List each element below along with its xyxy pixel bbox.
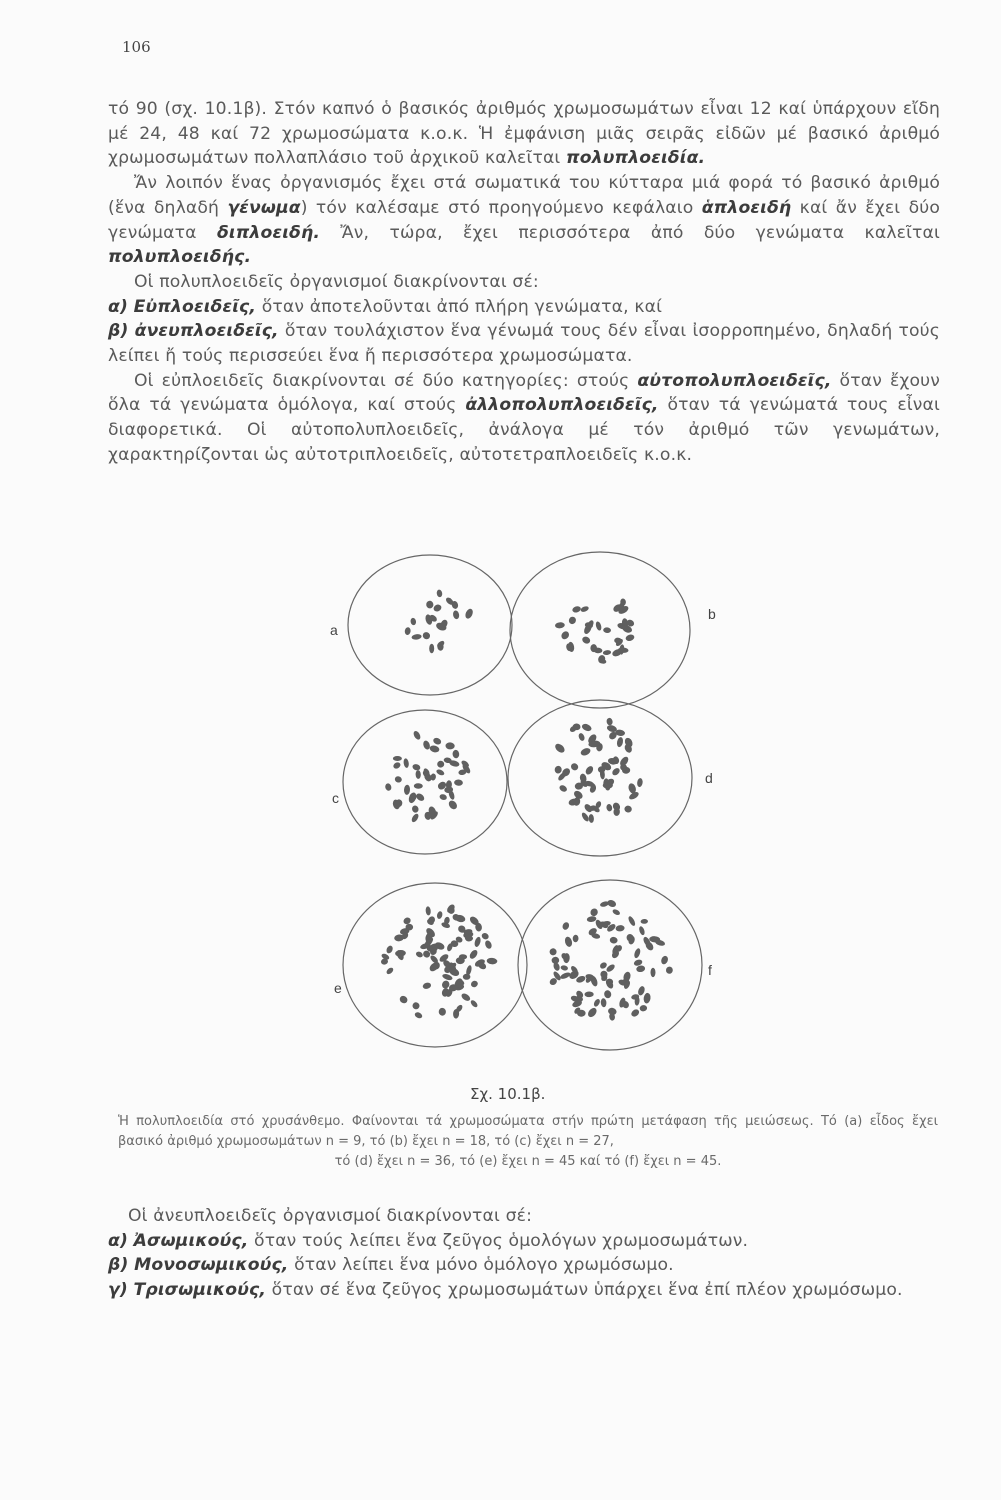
chromosome xyxy=(572,935,578,943)
chromosome xyxy=(580,747,592,757)
chromosome xyxy=(586,1006,598,1018)
chromosome xyxy=(555,622,565,629)
chromosome xyxy=(564,936,573,948)
term-nullisomic: Ἀσωμικούς, xyxy=(133,1230,249,1251)
chromosome xyxy=(554,766,562,774)
term-polyploidy: πολυπλοειδία. xyxy=(566,148,706,169)
chromosome xyxy=(432,737,442,746)
chromosome xyxy=(421,631,431,641)
chromosome xyxy=(452,610,460,620)
chromosome xyxy=(473,936,481,948)
cell-d-outline xyxy=(508,700,692,856)
chromosome xyxy=(580,811,590,822)
paragraph-polyploidy-intro xyxy=(108,97,940,171)
chromosome xyxy=(415,951,424,959)
paragraph-euploid-categories xyxy=(108,369,940,468)
chromosome xyxy=(412,763,421,771)
chromosome xyxy=(580,605,590,613)
chromosome xyxy=(627,915,636,927)
list-item-trisomic xyxy=(108,1278,940,1303)
caption-line-1: Ἡ πολυπλοειδία στό χρυσάνθεμο. Φαίνονται τά χρωμοσώματα στήν πρώτη μετάφαση τῆς μειώσεως. Τό (a) εἶδος ἔχει βασικό ἀριθμό χρωμοσωμάτων n = 9, τό (b) ἔχει n = 18, τό (c) ἔχει n = 27, xyxy=(118,1114,938,1149)
chromosome xyxy=(625,633,635,642)
chromosome xyxy=(611,767,621,777)
chromosome xyxy=(548,947,557,956)
chromosome xyxy=(429,744,440,753)
chromosome xyxy=(398,994,409,1004)
chromosome xyxy=(639,1005,647,1012)
body-text-bottom xyxy=(108,1204,940,1303)
text-run: ὅταν ἔχουν ὅλα τά γενώματα ὁμόλογα, καί στούς xyxy=(108,370,940,416)
chromosome xyxy=(630,1008,641,1018)
chromosome xyxy=(554,742,567,754)
list-label: α) xyxy=(108,296,128,317)
chromosome xyxy=(385,966,394,975)
chromosome xyxy=(422,982,432,990)
list-label: γ) xyxy=(108,1280,128,1301)
chromosome xyxy=(385,945,394,955)
chromosome xyxy=(637,985,646,996)
chromosome xyxy=(432,603,442,612)
chromosome xyxy=(640,919,648,924)
chromosome xyxy=(429,644,434,654)
term-allopolyploid: ἀλλοπολυπλοειδεῖς, xyxy=(465,395,659,416)
chromosome xyxy=(410,813,419,824)
chromosome xyxy=(468,949,479,961)
chromosome xyxy=(584,765,595,776)
chromosome xyxy=(651,968,656,977)
chromosome xyxy=(560,965,568,972)
chromosome xyxy=(414,1011,423,1019)
chromosome xyxy=(393,756,402,761)
chromosome xyxy=(578,732,586,741)
term-trisomic: Τρισωμικούς, xyxy=(133,1280,267,1301)
chromosome xyxy=(447,799,459,811)
chromosome xyxy=(636,965,646,973)
chromosome xyxy=(551,956,559,964)
chromosome xyxy=(452,750,459,759)
chromosome xyxy=(404,627,411,636)
term-autopolyploid: αὐτοπολυπλοειδεῖς, xyxy=(637,370,832,391)
term-genome: γένωμα xyxy=(227,197,301,218)
text-run: ὅταν λείπει ἕνα μόνο ὁμόλογο χρωμόσωμο. xyxy=(288,1255,674,1276)
cell-label-a: a xyxy=(330,622,338,638)
chromosome xyxy=(439,793,448,801)
text-run: Ἄν λοιπόν ἕνας ὀργανισμός ἔχει στά σωματικά του κύτταρα μιά φορά τό βασικό ἀριθμό (ἕνα δηλαδή xyxy=(108,173,940,218)
chromosome xyxy=(412,730,422,741)
term-euploid: Εὐπλοειδεῖς, xyxy=(133,296,257,317)
chromosome xyxy=(384,783,392,792)
chromosome xyxy=(426,600,434,609)
chromosome xyxy=(558,784,568,793)
list-item-monosomic xyxy=(108,1253,940,1278)
text-run: ) τόν καλέσαμε στό προηγούμενο κεφάλαιο xyxy=(300,197,702,218)
text-run: ὅταν ἀποτελοῦνται ἀπό πλήρη γενώματα, καί xyxy=(256,296,663,317)
chromosome xyxy=(392,761,401,770)
text-run: ὅταν σέ ἕνα ζεῦγος χρωμοσωμάτων ὑπάρχει ἕνα ἐπί πλέον χρωμόσωμο. xyxy=(266,1280,903,1301)
chromosome xyxy=(481,932,490,941)
body-text-top xyxy=(108,97,940,468)
text-run: τό 90 (σχ. 10.1β). Στόν καπνό ὁ βασικός ἀριθμός χρωμοσωμάτων εἶναι 12 καί ὑπάρχουν εἴδη μέ 24, 48 καί 72 χρωμοσώματα κ.ο.κ. Ἡ ἐμφάνιση μιᾶς σειρᾶς εἰδῶν μέ βασικό ἀριθμό χρωμοσωμάτων πολλαπλάσιο τοῦ ἀρχικοῦ καλεῖται xyxy=(108,99,940,169)
chromosome xyxy=(609,936,618,944)
term-monosomic: Μονοσωμικούς, xyxy=(134,1255,289,1276)
chromosome xyxy=(589,907,599,917)
chromosome xyxy=(600,998,606,1007)
chromosome xyxy=(638,926,646,936)
cell-label-c: c xyxy=(332,790,339,806)
chromosome xyxy=(643,992,651,1004)
chromosome xyxy=(470,979,479,988)
chromosome xyxy=(607,1007,617,1016)
chromosome xyxy=(561,921,570,931)
chromosome xyxy=(438,1008,446,1017)
cell-label-b: b xyxy=(708,606,716,622)
text-run: Ἄν, τώρα, ἔχει περισσότερα ἀπό δύο γενώματα καλεῖται xyxy=(320,222,940,243)
text-run: καί ἄν ἔχει δύο γενώματα xyxy=(108,197,940,243)
figure-chromosome-cells xyxy=(330,545,730,1065)
page-number: 106 xyxy=(122,38,151,56)
chromosome xyxy=(486,957,497,964)
chromosome-illustration xyxy=(330,545,730,1065)
chromosome xyxy=(595,621,603,631)
chromosome xyxy=(588,814,594,823)
chromosome xyxy=(484,939,493,949)
chromosome xyxy=(445,742,455,749)
chromosome xyxy=(605,963,616,973)
chromosome xyxy=(603,627,611,633)
chromosome xyxy=(606,803,613,811)
cell-label-f: f xyxy=(708,962,712,978)
chromosome xyxy=(394,775,403,783)
chromosome xyxy=(427,945,438,952)
chromosome xyxy=(568,615,578,625)
chromosome xyxy=(615,925,625,932)
cell-c-outline xyxy=(343,710,507,854)
paragraph-ploidy-definitions xyxy=(108,171,940,270)
chromosome xyxy=(411,805,420,814)
chromosome xyxy=(422,740,431,751)
chromosome xyxy=(633,948,641,959)
chromosome xyxy=(425,906,431,915)
cell-a-outline xyxy=(348,555,512,695)
chromosome xyxy=(436,589,443,597)
list-label: α) xyxy=(108,1230,128,1251)
chromosome xyxy=(464,608,474,620)
list-item-euploid xyxy=(108,295,940,320)
chromosome xyxy=(414,783,423,789)
chromosome xyxy=(469,999,478,1008)
chromosome xyxy=(437,761,444,768)
chromosome xyxy=(410,617,417,625)
chromosome xyxy=(460,992,471,1002)
chromosome xyxy=(572,605,582,613)
figure-caption xyxy=(118,1112,938,1172)
chromosome xyxy=(593,998,601,1008)
chromosome xyxy=(586,916,596,923)
term-haploid: ἁπλοειδή xyxy=(701,197,792,218)
chromosome xyxy=(666,966,674,974)
chromosome xyxy=(395,950,406,957)
list-label: β) xyxy=(108,1255,129,1276)
list-item-nullisomic xyxy=(108,1229,940,1254)
chromosome xyxy=(637,778,644,788)
chromosome xyxy=(435,768,445,776)
chromosome xyxy=(404,785,411,796)
term-polyploid: πολυπλοειδής. xyxy=(108,247,252,268)
chromosome xyxy=(570,762,580,772)
chromosome xyxy=(412,1002,420,1010)
paragraph-aneuploid-classes: Οἱ ἀνευπλοειδεῖς ὀργανισμοί διακρίνονται σέ: xyxy=(128,1206,533,1226)
chromosome xyxy=(415,770,421,779)
chromosome xyxy=(411,634,422,641)
chromosome xyxy=(584,991,593,997)
text-run: Οἱ εὐπλοειδεῖς διακρίνονται σέ δύο κατηγορίες: στούς xyxy=(134,370,638,391)
chromosome xyxy=(559,971,571,980)
figure-number: Σχ. 10.1β. xyxy=(470,1085,546,1103)
caption-line-2: τό (d) ἔχει n = 36, τό (e) ἔχει n = 45 καί τό (f) ἔχει n = 45. xyxy=(334,1154,722,1169)
list-label: β) xyxy=(108,321,129,342)
chromosome xyxy=(660,955,669,965)
chromosome xyxy=(603,989,612,999)
chromosome xyxy=(606,717,613,725)
chromosome xyxy=(403,758,409,768)
chromosome xyxy=(606,899,617,909)
chromosome xyxy=(454,779,463,786)
chromosome xyxy=(581,723,593,733)
chromosome xyxy=(624,805,633,813)
term-diploid: διπλοειδή. xyxy=(216,222,321,243)
chromosome xyxy=(581,635,591,644)
chromosome xyxy=(603,650,612,656)
chromosome xyxy=(599,961,608,970)
term-aneuploid: ἀνευπλοειδεῖς, xyxy=(134,321,279,342)
paragraph-polyploid-classes: Οἱ πολυπλοειδεῖς ὀργανισμοί διακρίνονται σέ: xyxy=(134,271,539,292)
cell-label-e: e xyxy=(334,980,342,996)
list-item-aneuploid xyxy=(108,319,940,368)
chromosome xyxy=(436,911,443,920)
text-run: ὅταν τά γενώματά τους εἶναι διαφορετικά. Οἱ αὐτοπολυπλοειδεῖς, ἀνάλογα μέ τόν ἀριθμό τῶν γενωμάτων, χαρακτηρίζονται ὡς αὐτοτριπλοειδεῖς, αὐτοτετραπλοειδεῖς κ.ο.κ. xyxy=(108,395,940,465)
chromosome xyxy=(612,908,621,916)
text-run: ὅταν τούς λείπει ἕνα ζεῦγος ὁμολόγων χρωμοσωμάτων. xyxy=(248,1230,749,1251)
chromosome xyxy=(616,737,624,748)
text-run: ὅταν τουλάχιστον ἕνα γένωμά τους δέν εἶναι ἰσορροπημένο, δηλαδή τούς λείπει ἤ τούς περισσεύει ἕνα ἤ περισσότερα χρωμοσώματα. xyxy=(108,321,940,367)
cell-label-d: d xyxy=(705,770,713,786)
chromosome xyxy=(560,630,571,641)
